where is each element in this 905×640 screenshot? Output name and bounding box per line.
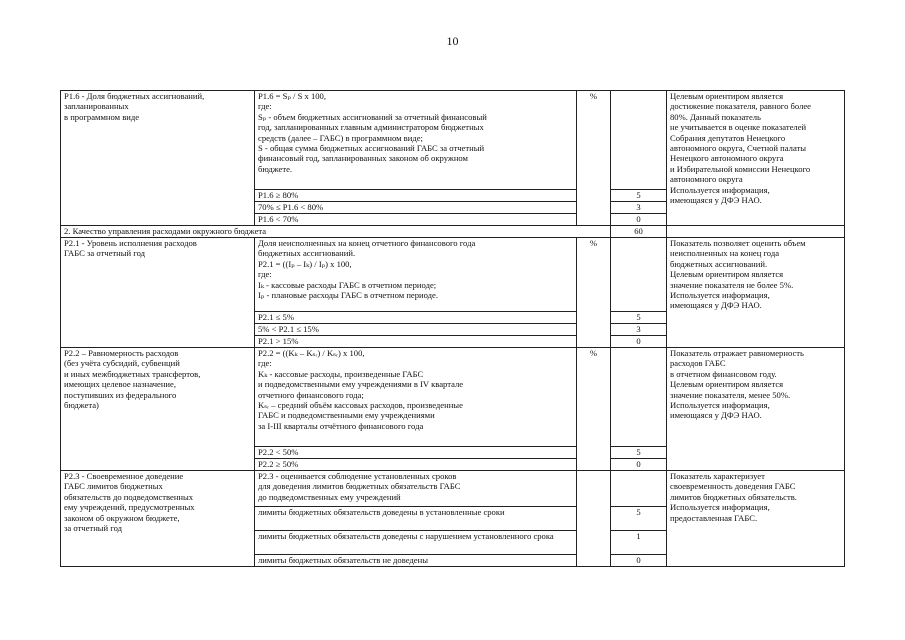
- score-p16-1: 5: [611, 190, 667, 202]
- condition-p22-2: Р2.2 ≥ 50%: [255, 459, 577, 471]
- comment-p21: Показатель позволяет оценить объем неисполненных на конец года бюджетных ассигнований. Целевым ориентиром является значение показателя не более 5%. Используется информация, имеющаяся у ДФЭ НАО.: [667, 238, 845, 348]
- unit-p21: %: [577, 238, 611, 348]
- score-p21-1: 5: [611, 312, 667, 324]
- condition-p21-1: Р2.1 ≤ 5%: [255, 312, 577, 324]
- score-p23-1: 5: [611, 507, 667, 531]
- score-p23-2: 1: [611, 531, 667, 555]
- condition-p22-1: Р2.2 < 50%: [255, 447, 577, 459]
- section-total: 60: [611, 226, 667, 238]
- comment-p16: Целевым ориентиром является достижение показателя, равного более 80%. Данный показатель не учитывается в оценке показателей Собрания депутатов Ненецкого автономного округа, Счетной палаты Ненецкого автономного округа и Избирательной комиссии Ненецкого автономного округа Используется информация, имеющаяся у ДФЭ НАО.: [667, 91, 845, 226]
- indicators-table: [60, 90, 845, 567]
- condition-p21-3: Р2.1 > 15%: [255, 336, 577, 348]
- condition-p16-2: 70% ≤ Р1.6 < 80%: [255, 202, 577, 214]
- score-p21-3: 0: [611, 336, 667, 348]
- page-number: 10: [446, 34, 459, 48]
- score-p16-2: 3: [611, 202, 667, 214]
- indicator-name-p16: Р1.6 - Доля бюджетных ассигнований, запланированных в программном виде: [61, 91, 255, 226]
- formula-p21: Доля неисполненных на конец отчетного финансового года бюджетных ассигнований. Р2.1 = ((Iₚ – Iₖ) / Iₚ) x 100, где: Iₖ - кассовые расходы ГАБС в отчетном периоде; Iₚ - плановые расходы ГАБС в отчетном периоде.: [255, 238, 577, 312]
- score-cell: [611, 471, 667, 507]
- score-cell: [611, 348, 667, 447]
- formula-p22: Р2.2 = ((Kₖ – Kₛᵣ) / Kₛᵣ) x 100, где: Kₖ - кассовые расходы, произведенные ГАБС и подведомственными ему учреждениями в IV квартале отчетного финансового года; Kₛᵣ – средний объём кассовых расходов, произведенные ГАБС и подведомственными ему учреждениями за I-III кварталы отчётного финансового года: [255, 348, 577, 447]
- unit-p23: [577, 471, 611, 567]
- indicator-name-p23: Р2.3 - Своевременное доведение ГАБС лимитов бюджетных обязательств до подведомственных ему учреждений, предусмотренных законом об окружном бюджете, за отчетный год: [61, 471, 255, 567]
- condition-p23-3: лимиты бюджетных обязательств не доведены: [255, 555, 577, 567]
- condition-p23-1: лимиты бюджетных обязательств доведены в установленные сроки: [255, 507, 577, 531]
- unit-p16: %: [577, 91, 611, 226]
- score-cell: [611, 238, 667, 312]
- section-row: [61, 226, 845, 238]
- score-p16-3: 0: [611, 214, 667, 226]
- comment-p23: Показатель характеризует своевременность доведения ГАБС лимитов бюджетных обязательств. Используется информация, предоставленная ГАБС.: [667, 471, 845, 567]
- indicator-name-p21: Р2.1 - Уровень исполнения расходов ГАБС за отчетный год: [61, 238, 255, 348]
- condition-p23-2: лимиты бюджетных обязательств доведены с нарушением установленного срока: [255, 531, 577, 555]
- table-row: [61, 238, 845, 312]
- score-p22-1: 5: [611, 447, 667, 459]
- score-p22-2: 0: [611, 459, 667, 471]
- unit-p22: %: [577, 348, 611, 471]
- condition-p16-1: Р1.6 ≥ 80%: [255, 190, 577, 202]
- table-row: [61, 471, 845, 507]
- indicator-name-p22: Р2.2 – Равномерность расходов (без учёта субсидий, субвенций и иных межбюджетных трансфертов, имеющих целевое назначение, поступивших из федерального бюджета): [61, 348, 255, 471]
- formula-p16: Р1.6 = Sₚ / S x 100, где: Sₚ - объем бюджетных ассигнований за отчетный финансовый год, запланированных главным администратором бюджетных средств (далее – ГАБС) в программном виде; S - общая сумма бюджетных ассигнований ГАБС за отчетный финансовый год, запланированных законом об окружном бюджете.: [255, 91, 577, 190]
- score-cell: [611, 91, 667, 190]
- condition-p21-2: 5% < Р2.1 ≤ 15%: [255, 324, 577, 336]
- section-empty: [667, 226, 845, 238]
- score-p21-2: 3: [611, 324, 667, 336]
- comment-p22: Показатель отражает равномерность расходов ГАБС в отчетном финансовом году. Целевым ориентиром является значение показателя, менее 50%. Используется информация, имеющаяся у ДФЭ НАО.: [667, 348, 845, 471]
- formula-p23: Р2.3 - оценивается соблюдение установленных сроков для доведения лимитов бюджетных обязательств ГАБС до подведомственных ему учреждений: [255, 471, 577, 507]
- table-row: [61, 91, 845, 190]
- score-p23-3: 0: [611, 555, 667, 567]
- condition-p16-3: Р1.6 < 70%: [255, 214, 577, 226]
- table-row: [61, 348, 845, 447]
- section-title: 2. Качество управления расходами окружного бюджета: [61, 226, 611, 238]
